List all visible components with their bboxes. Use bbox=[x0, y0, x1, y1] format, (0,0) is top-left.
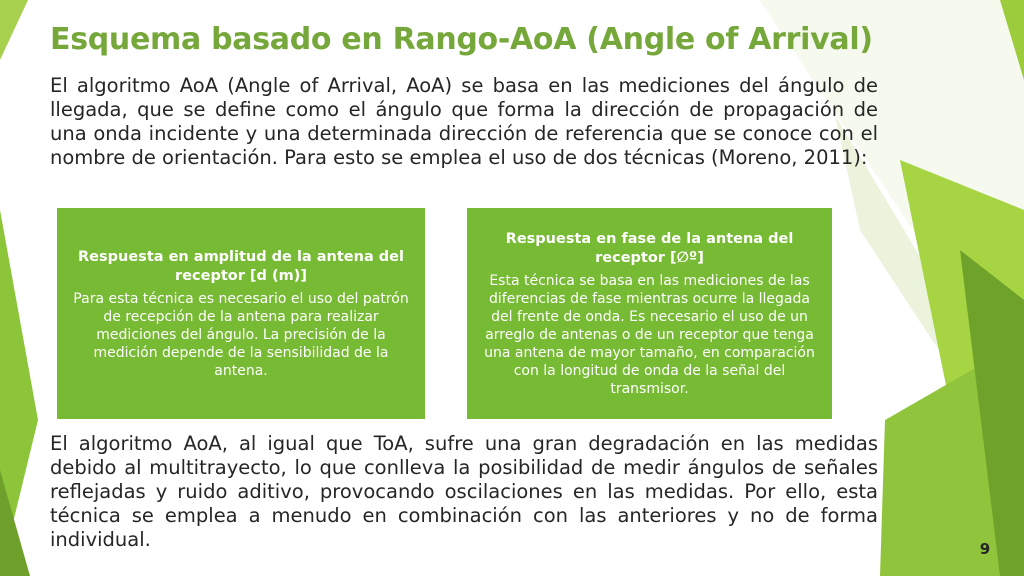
phase-technique-title: Respuesta en fase de la antena del receptor [∅º] bbox=[505, 230, 794, 266]
intro-paragraph: El algoritmo AoA (Angle of Arrival, AoA) se basa en las mediciones del ángulo de llegada, que se define como el ángulo que forma la dirección de propagación de una onda incidente y una determinada dirección de referencia que se conoce con el nombre de orientación. Para esto se emplea el uso de dos técnicas (Moreno, 2011): bbox=[50, 74, 878, 169]
phase-technique-box bbox=[467, 208, 832, 419]
conclusion-paragraph: El algoritmo AoA, al igual que ToA, sufre una gran degradación en las medidas debido al multitrayecto, lo que conlleva la posibilidad de medir ángulos de señales reflejadas y ruido aditivo, provocando oscilaciones en las medidas. Por ello, esta técnica se emplea a menudo en combinación con las anteriores y no de forma individual. bbox=[50, 432, 878, 551]
phase-technique-text: Esta técnica se basa en las mediciones de las diferencias de fase mientras ocurre la llegada del frente de onda. Es necesario el uso de un arreglo de antenas o de un receptor que tenga una antena de mayor tamaño, en comparación con la longitud de onda de la señal del transmisor. bbox=[484, 272, 815, 397]
amplitude-technique-title: Respuesta en amplitud de la antena del receptor [d (m)] bbox=[78, 248, 404, 284]
page-number: 9 bbox=[979, 540, 991, 558]
amplitude-technique-text: Para esta técnica es necesario el uso del patrón de recepción de la antena para realizar mediciones del ángulo. La precisión de la medición depende de la sensibilidad de la antena. bbox=[73, 290, 409, 379]
left-edge-triangles bbox=[0, 0, 38, 576]
slide-title: Esquema basado en Rango-AoA (Angle of Arrival) bbox=[50, 22, 873, 57]
amplitude-technique-box bbox=[57, 208, 425, 419]
